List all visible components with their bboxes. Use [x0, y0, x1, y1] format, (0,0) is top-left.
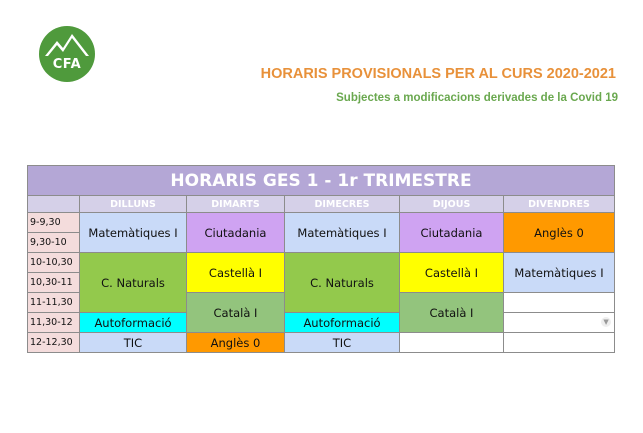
day-header-tuesday: DIMARTS — [187, 196, 285, 213]
class-cell[interactable]: TIC — [80, 333, 187, 353]
class-cell[interactable]: Matemàtiques I — [285, 213, 400, 253]
class-cell[interactable]: C. Naturals — [80, 253, 187, 313]
page-subtitle: Subjectes a modificacions derivades de la Covid 19 — [336, 92, 618, 104]
class-cell[interactable]: C. Naturals — [285, 253, 400, 313]
empty-cell[interactable] — [504, 333, 615, 353]
time-slot: 10,30-11 — [28, 273, 80, 293]
class-cell[interactable]: Castellà I — [400, 253, 504, 293]
day-header-friday: DIVENDRES — [504, 196, 615, 213]
chevron-down-icon[interactable]: ▼ — [601, 317, 611, 327]
class-cell[interactable]: Autoformació — [80, 313, 187, 333]
time-slot: 11-11,30 — [28, 293, 80, 313]
class-cell[interactable]: Català I — [400, 293, 504, 333]
day-header-thursday: DIJOUS — [400, 196, 504, 213]
schedule-banner: HORARIS GES 1 - 1r TRIMESTRE — [28, 166, 615, 196]
empty-cell[interactable] — [400, 333, 504, 353]
corner-cell — [28, 196, 80, 213]
class-cell[interactable]: TIC — [285, 333, 400, 353]
empty-cell[interactable] — [504, 293, 615, 313]
schedule-table — [27, 165, 615, 353]
time-slot: 9-9,30 — [28, 213, 80, 233]
day-header-monday: DILLUNS — [80, 196, 187, 213]
class-cell[interactable]: Ciutadania — [187, 213, 285, 253]
day-header-wednesday: DIMECRES — [285, 196, 400, 213]
page-title: HORARIS PROVISIONALS PER AL CURS 2020-2021 — [260, 66, 616, 82]
class-cell[interactable]: Anglès 0 — [187, 333, 285, 353]
time-slot: 12-12,30 — [28, 333, 80, 353]
class-cell[interactable]: Ciutadania — [400, 213, 504, 253]
time-slot: 11,30-12 — [28, 313, 80, 333]
time-slot: 10-10,30 — [28, 253, 80, 273]
logo-text: CFA — [52, 57, 82, 72]
class-cell[interactable]: Matemàtiques I — [80, 213, 187, 253]
mountain-icon — [39, 26, 95, 82]
time-slot: 9,30-10 — [28, 233, 80, 253]
class-cell[interactable]: Autoformació — [285, 313, 400, 333]
dropdown-cell[interactable] — [504, 313, 615, 333]
class-cell[interactable]: Català I — [187, 293, 285, 333]
class-cell[interactable]: Anglès 0 — [504, 213, 615, 253]
class-cell[interactable]: Matemàtiques I — [504, 253, 615, 293]
cfa-logo — [39, 26, 95, 82]
class-cell[interactable]: Castellà I — [187, 253, 285, 293]
